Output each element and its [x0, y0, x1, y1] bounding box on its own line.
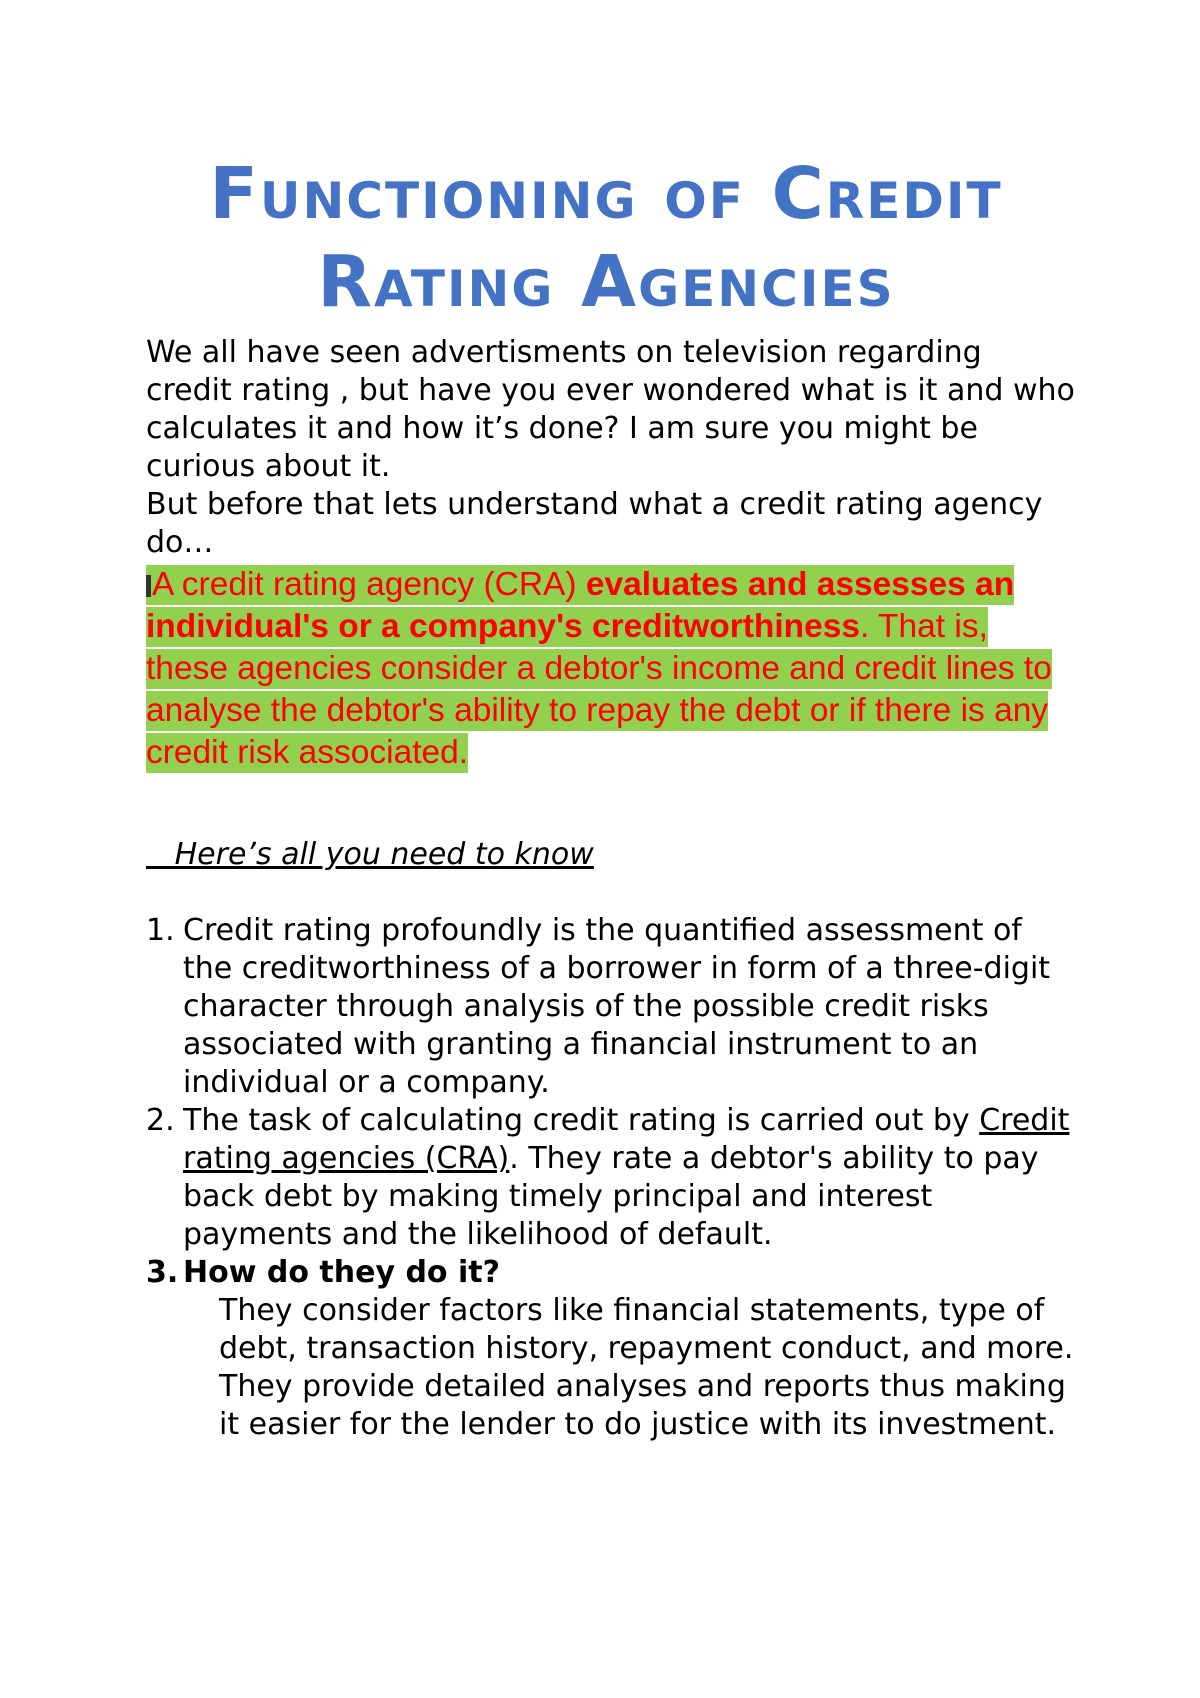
list-item-2	[146, 1102, 1076, 1254]
list-number-2: 2.	[146, 1103, 175, 1138]
list-item-1	[146, 912, 1076, 1102]
document-title	[146, 150, 1066, 326]
subheading-need-to-know: Here’s all you need to know	[146, 837, 594, 872]
highlighted-text	[146, 565, 1052, 773]
list-item-2-text-before: The task of calculating credit rating is carried out by	[183, 1103, 980, 1138]
title-line-1: Functioning of Credit	[209, 152, 1003, 235]
list-item-3-paragraph-2: They provide detailed analyses and reports thus making it easier for the lender to do justice with its investment.	[219, 1369, 1066, 1442]
highlight-bold: evaluates and assesses an individual's or a company's creditworthiness	[146, 566, 1015, 645]
intro-section	[146, 334, 1076, 562]
list-item-3-paragraph-1: They consider factors like financial statements, type of debt, transaction history, repayment conduct, and more.	[219, 1293, 1074, 1366]
numbered-list	[146, 912, 1076, 1444]
list-number-1: 1.	[146, 913, 175, 948]
list-item-3-body	[219, 1292, 1076, 1444]
text-cursor-marker	[146, 575, 151, 597]
list-item-3-heading: How do they do it?	[183, 1255, 501, 1290]
list-item-3	[146, 1254, 1076, 1444]
highlighted-definition	[146, 564, 1076, 774]
list-item-1-text: Credit rating profoundly is the quantified assessment of the creditworthiness of a borrower in form of a three-digit character through analysis of the possible credit risks associated with granting a financial instrument to an individual or a company.	[183, 913, 1051, 1100]
title-line-2: Rating Agencies	[317, 240, 895, 323]
document-page	[146, 0, 1075, 1444]
intro-paragraph-1: We all have seen advertisments on television regarding credit rating , but have you ever wondered what is it and who calculates it and how it’s done? I am sure you might be curious about it.	[146, 335, 1075, 484]
list-number-3: 3.	[146, 1255, 179, 1290]
list-item-2-text-after: . They rate a debtor's ability to pay back debt by making timely principal and interest payments and the likelihood of default.	[183, 1141, 1039, 1252]
intro-paragraph-2: But before that lets understand what a credit rating agency do…	[146, 487, 1043, 560]
highlight-part-2: . That is, these agencies consider a debtor's income and credit lines to analyse the debtor's ability to repay the debt or if there is any credit risk associated.	[146, 608, 1052, 771]
highlight-part-1: A credit rating agency (CRA)	[152, 566, 586, 603]
cra-link[interactable]: Credit rating agencies (CRA)	[183, 1103, 1070, 1176]
